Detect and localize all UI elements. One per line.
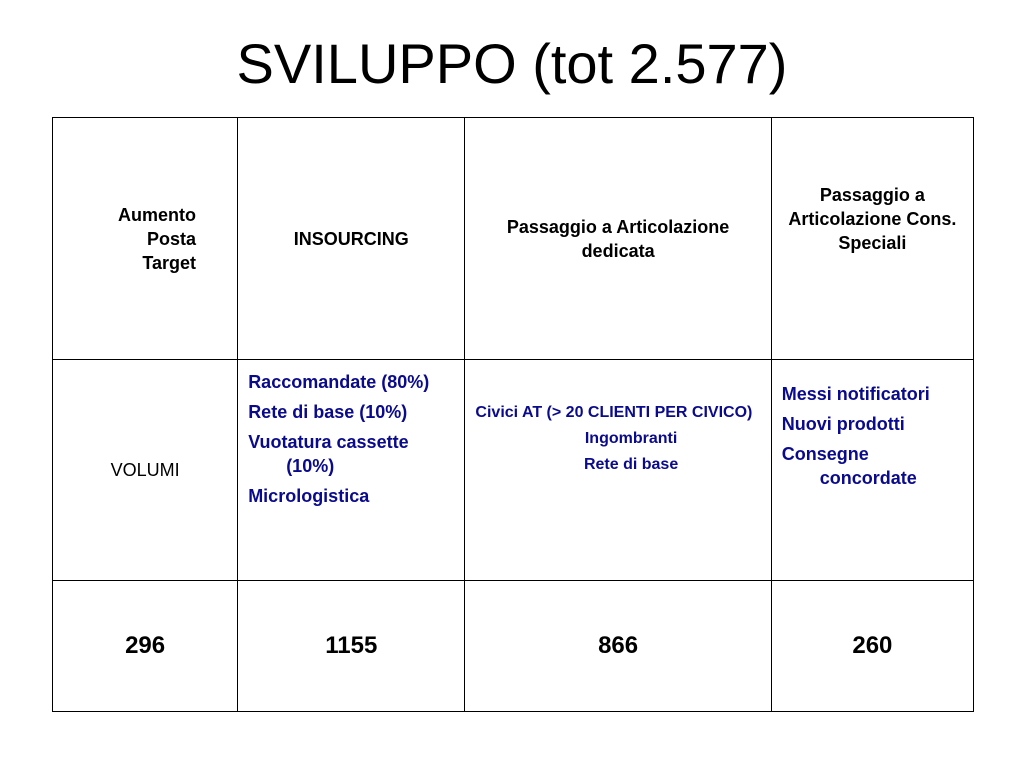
total-cell	[771, 581, 973, 712]
list-item: Rete di base	[583, 456, 679, 473]
volumi-label-cell	[53, 360, 238, 581]
cons-speciali-list-cell	[771, 360, 973, 581]
totals-row	[53, 581, 974, 712]
list-item: Consegne concordate	[781, 444, 917, 488]
volumi-row	[53, 360, 974, 581]
total-articolazione: 866	[598, 632, 639, 659]
header-cons-speciali-label: Passaggio a Articolazione Cons. Speciali	[788, 184, 957, 253]
list-item: Rete di base (10%)	[248, 402, 408, 422]
total-cell	[53, 581, 238, 712]
total-cons-speciali: 260	[852, 632, 893, 659]
list-item: Raccomandate (80%)	[248, 372, 430, 392]
page-title: SVILUPPO (tot 2.577)	[236, 32, 788, 95]
header-row	[53, 118, 974, 360]
total-cell	[238, 581, 465, 712]
list-item: Ingombranti	[584, 430, 678, 447]
total-aumento: 296	[125, 632, 166, 659]
list-item: Nuovi prodotti	[781, 414, 905, 434]
list-item: Vuotatura cassette (10%)	[248, 432, 409, 476]
total-insourcing: 1155	[325, 632, 378, 659]
list-item: Messi notificatori	[781, 384, 930, 404]
header-articolazione-label: Passaggio a Articolazione dedicata	[506, 216, 730, 261]
total-cell	[465, 581, 771, 712]
articolazione-list-cell	[465, 360, 771, 581]
cons-speciali-list	[772, 360, 973, 490]
list-item: Micrologistica	[248, 486, 370, 506]
header-cell-aumento	[53, 118, 238, 360]
header-insourcing-label: INSOURCING	[293, 228, 409, 249]
development-table	[52, 117, 974, 712]
volumi-label: VOLUMI	[110, 460, 180, 480]
header-cell-cons-speciali	[771, 118, 973, 360]
header-aumento-label: Aumento Posta Target	[118, 204, 196, 273]
header-cell-insourcing	[238, 118, 465, 360]
insourcing-list	[238, 360, 464, 508]
insourcing-list-cell	[238, 360, 465, 581]
list-item: Civici AT (> 20 CLIENTI PER CIVICO)	[475, 404, 753, 421]
header-cell-articolazione	[465, 118, 771, 360]
articolazione-list	[465, 360, 770, 476]
